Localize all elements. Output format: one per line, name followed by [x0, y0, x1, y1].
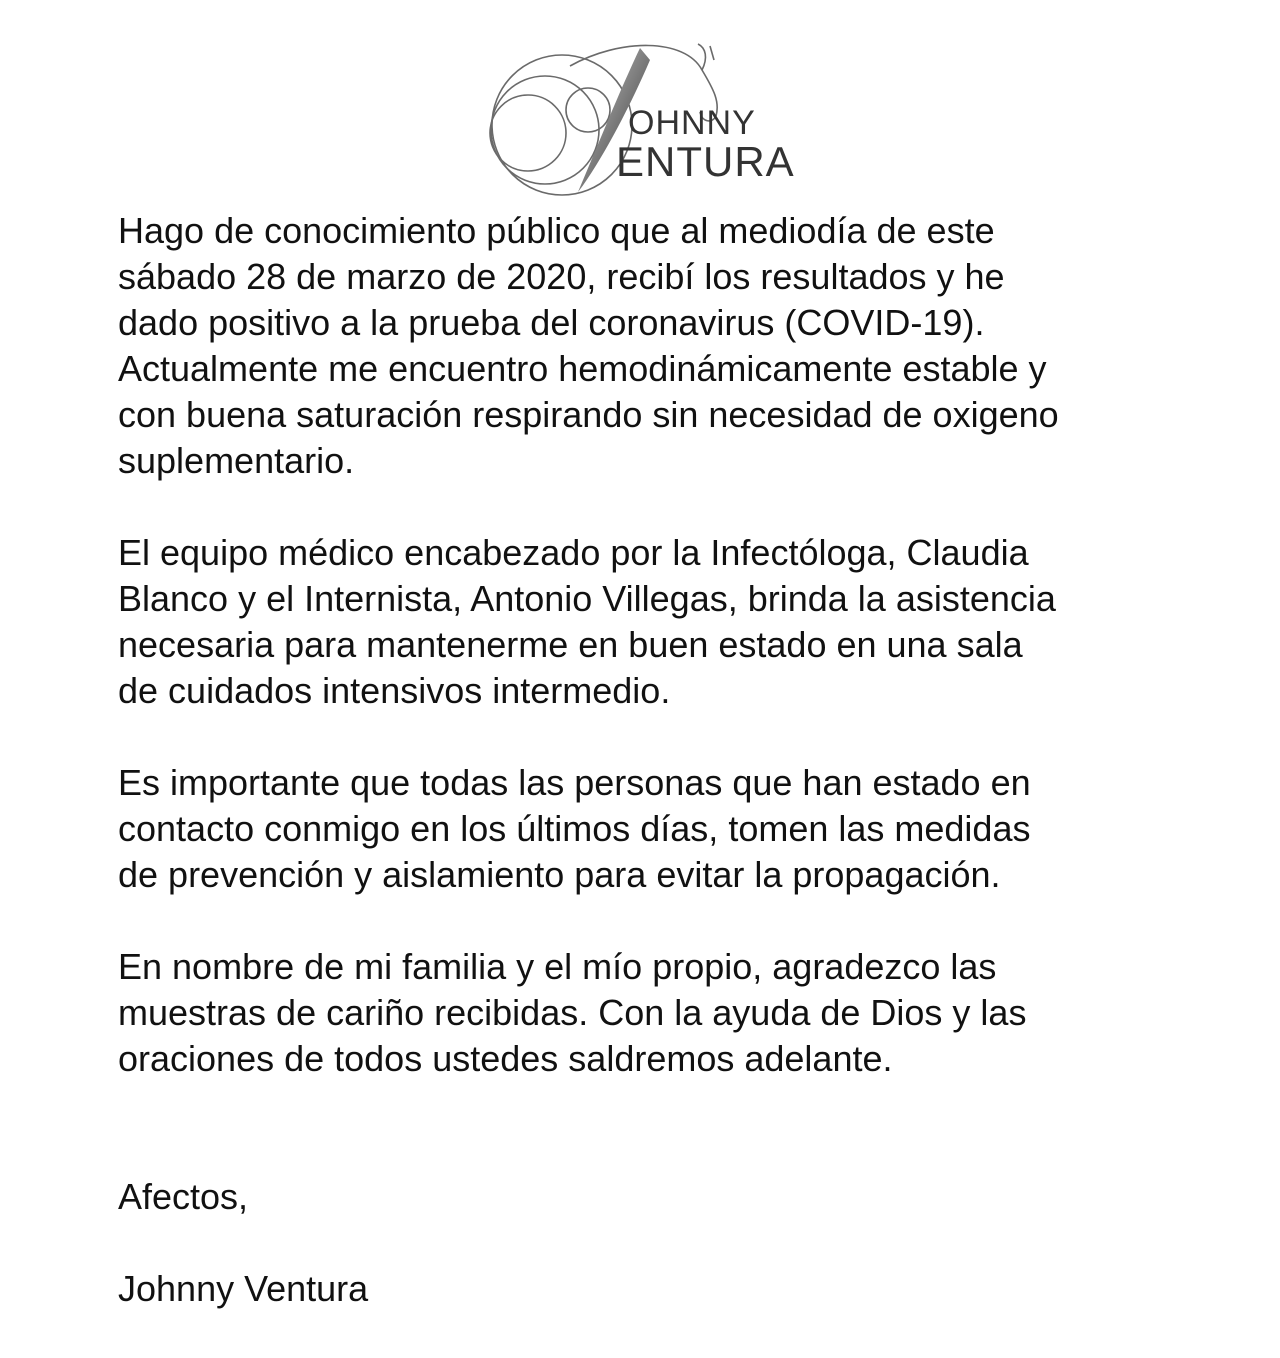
logo-name-line2: ENTURA: [616, 138, 795, 185]
johnny-ventura-logo: [470, 30, 810, 200]
horse-logo-icon: [470, 30, 810, 200]
logo-name-line1: OHNNY: [628, 104, 756, 142]
signature-name: Johnny Ventura: [118, 1268, 369, 1309]
signoff: [118, 1128, 1198, 1358]
paragraph-prevention: Es importante que todas las personas que han estado en contacto conmigo en los últimos días, tomen las medidas de prevención y aislamiento para evitar la propagación.: [118, 762, 1031, 895]
paragraph-medical-team: El equipo médico encabezado por la Infectóloga, Claudia Blanco y el Internista, Antonio Villegas, brinda la asistencia necesaria para mantenerme en buen estado en una sala de cuidados intensivos intermedio.: [118, 532, 1056, 711]
paragraph-gratitude: En nombre de mi familia y el mío propio, agradezco las muestras de cariño recibidas. Con la ayuda de Dios y las oraciones de todos ustedes saldremos adelante.: [118, 946, 1027, 1079]
letter-body: [118, 208, 1198, 1358]
closing-text: Afectos,: [118, 1176, 249, 1217]
paragraph-test-result: Hago de conocimiento público que al mediodía de este sábado 28 de marzo de 2020, recibí los resultados y he dado positivo a la prueba del coronavirus (COVID-19). Actualmente me encuentro hemodinámicamente estable y con buena saturación respirando sin necesidad de oxigeno suplementario.: [118, 210, 1059, 481]
